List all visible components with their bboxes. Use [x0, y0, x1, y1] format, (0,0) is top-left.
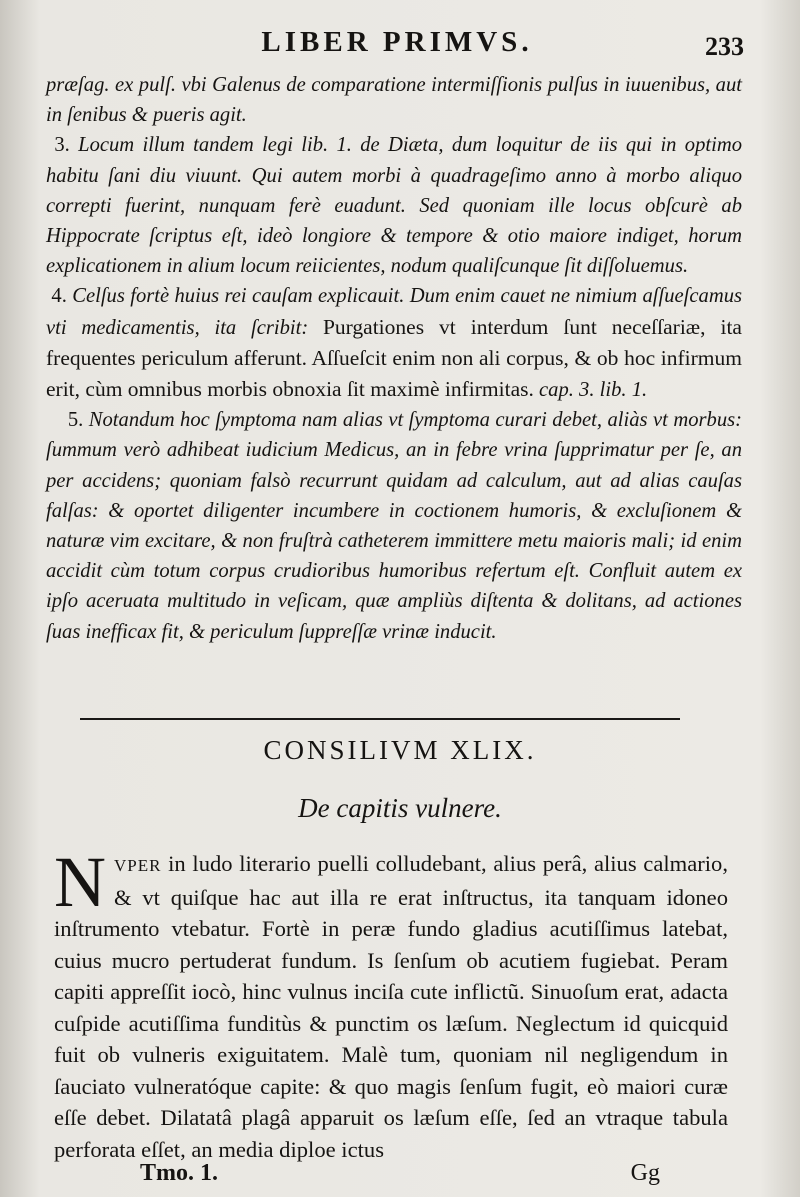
note-number: 3. [54, 134, 70, 157]
note-4 [46, 281, 742, 405]
drop-capital: N [54, 842, 106, 922]
main-text [54, 842, 728, 1165]
note-text: Locum illum tandem legi lib. 1. de Diæta, dum loquitur de iis qui in optimo habitu ſani diu viuunt. Qui autem morbi à quadrageſimo anno à morbo aliquo correpti fuerint, nunquam ferè euadunt. Sed quoniam ille locus obſcurè ab Hippocrate ſcriptus eſt, ideò longiore & tempore & otio maiore indiget, horum explicationem in alium locum reiicientes, nodum qualiſcunque ſit diſſoluemus. [46, 134, 743, 278]
running-head: LIBER PRIMVS. [261, 26, 533, 58]
note-5 [46, 405, 742, 647]
note-number: 5. [67, 409, 84, 432]
note-text-italic: Celſus fortè huius rei cauſam explicauit. Dum enim cauet ne nimium aſſueſcamus vti medicamentis, ita ſcribit: [46, 285, 743, 339]
section-title: CONSILIVM XLIX. [263, 735, 537, 765]
note-continuation [46, 70, 742, 130]
signature-mark: Tmo. 1. [140, 1160, 218, 1186]
opening-word: VPER [114, 856, 162, 875]
note-number: 4. [51, 285, 67, 308]
page-header [50, 26, 744, 66]
page-footer [140, 1160, 660, 1190]
section-divider [80, 718, 680, 720]
note-reference: cap. 3. lib. 1. [539, 379, 648, 402]
note-text: Notandum hoc ſymptoma nam alias vt ſymptoma curari debet, aliàs vt morbus: ſummum verò adhibeat iudicium Medicus, an in febre vrina ſupprimatur per ſe, an per accidens; quoniam falsò recurrunt quidam ad calculum, aut ad alias cauſas falſas: & oportet diligenter incumbere in coctionem humoris, & excluſionem & naturæ vim excitare, & non fruſtrà catheterem immittere metu maioris mali; id enim accidit cùm totum corpus crudioribus humoribus refertum eſt. Confluit autem ex ipſo aceruata multitudo in veſicam, quæ ampliùs diſtenta & dolitans, ad actiones ſuas inefficax fit, & periculum ſuppreſſæ vrinæ inducit. [46, 409, 742, 643]
note-text: præſag. ex pulſ. vbi Galenus de comparatione intermiſſionis pulſus in iuuenibus, aut in ſenibus & pueris agit. [46, 74, 742, 127]
page-number: 233 [705, 32, 744, 61]
note-3 [46, 130, 742, 281]
commentary-notes [46, 70, 742, 647]
main-paragraph: in ludo literario puelli colludebant, alius perâ, alius calmario, & vt quiſque hac aut illa re erat inſtructus, ita tanquam idoneo inſtrumento vtebatur. Fortè in peræ fundo gladius acutiſſimus latebat, cuius mucro pertuderat fundum. Is ſenſum ob acutiem fugiebat. Peram capiti appreſſit iocò, hinc vulnus inciſa cute inflictũ. Sinuoſum erat, adacta cuſpide acutiſſima funditùs & punctim os læſum. Neglectum id quicquid fuit ob vulneris exiguitatem. Malè tum, quoniam nil negligendum in ſauciato vulneratóque capite: & quo magis ſenſum fugit, eò maiori curæ eſſe debet. Dilatatâ plagâ apparuit os læſum eſſe, ſed an vtraque tabula perforata eſſet, an media diploe ictus [54, 851, 728, 1162]
section-subtitle: De capitis vulnere. [298, 793, 502, 823]
note-quotation: Purgationes vt interdum ſunt neceſſariæ, ita frequentes periculum afferunt. Aſſueſcit enim non ali corpus, & ob hoc infirmum erit, cùm omnibus morbis obnoxia ſit maximè infirmitas. [46, 314, 742, 402]
gathering-mark: Gg [630, 1160, 660, 1186]
